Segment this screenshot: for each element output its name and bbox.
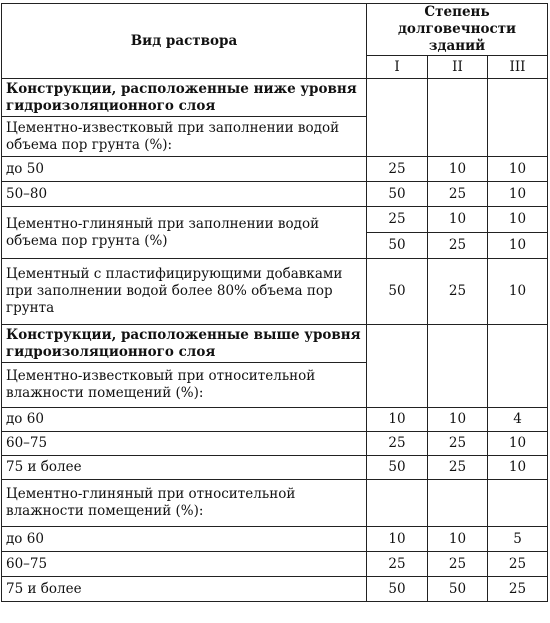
- header-degree-1: I: [367, 56, 428, 79]
- value-cell: 10: [428, 207, 488, 233]
- table-row: [2, 182, 548, 207]
- value-cell: 25: [367, 432, 428, 456]
- value-cell: 10: [488, 456, 548, 480]
- value-cell: 25: [428, 233, 488, 259]
- empty-cell: [488, 325, 548, 408]
- value-cell: 10: [428, 408, 488, 432]
- empty-cell: [428, 325, 488, 408]
- value-cell: 25: [428, 259, 488, 325]
- header-mortar-type: Вид раствора: [2, 4, 367, 79]
- group-label: Цементно-глиняный при относительной влажности помещений (%):: [2, 480, 367, 527]
- value-cell: 10: [488, 207, 548, 233]
- value-cell: 10: [428, 527, 488, 552]
- header-durability-degree: Степень долговечности зданий: [367, 4, 548, 56]
- row-label: до 60: [2, 527, 367, 552]
- value-cell: 10: [367, 408, 428, 432]
- value-cell: 50: [367, 182, 428, 207]
- group-label: Цементно-глиняный при заполнении водой объема пор грунта (%): [2, 207, 367, 259]
- table-row: [2, 259, 548, 325]
- value-cell: 10: [367, 527, 428, 552]
- empty-cell: [488, 79, 548, 157]
- value-cell: 10: [488, 432, 548, 456]
- empty-cell: [367, 79, 428, 157]
- section-title: Конструкции, расположенные ниже уровня гидроизоляционного слоя: [2, 79, 367, 117]
- table-row: [2, 552, 548, 577]
- table-row: [2, 432, 548, 456]
- row-label: 60–75: [2, 432, 367, 456]
- row-label: до 60: [2, 408, 367, 432]
- value-cell: 25: [428, 182, 488, 207]
- empty-cell: [367, 325, 428, 408]
- value-cell: 25: [428, 552, 488, 577]
- value-cell: 50: [367, 259, 428, 325]
- empty-cell: [367, 480, 428, 527]
- table-row: [2, 79, 548, 117]
- empty-cell: [428, 480, 488, 527]
- value-cell: 10: [488, 233, 548, 259]
- empty-cell: [488, 480, 548, 527]
- table-row: [2, 207, 548, 233]
- table-row: [2, 325, 548, 363]
- group-label: Цементно-известковый при относительной влажности помещений (%):: [2, 363, 367, 408]
- value-cell: 10: [488, 259, 548, 325]
- value-cell: 25: [428, 432, 488, 456]
- table-row: [2, 527, 548, 552]
- header-degree-3: III: [488, 56, 548, 79]
- durability-table: [1, 3, 548, 602]
- value-cell: 25: [428, 456, 488, 480]
- empty-cell: [428, 79, 488, 157]
- table-row: [2, 480, 548, 527]
- section-title: Конструкции, расположенные выше уровня гидроизоляционного слоя: [2, 325, 367, 363]
- value-cell: 25: [367, 157, 428, 182]
- row-label: 75 и более: [2, 456, 367, 480]
- value-cell: 50: [367, 233, 428, 259]
- value-cell: 10: [428, 157, 488, 182]
- group-label: Цементно-известковый при заполнении водой объема пор грунта (%):: [2, 117, 367, 157]
- value-cell: 10: [488, 182, 548, 207]
- value-cell: 50: [367, 577, 428, 602]
- row-label: 50–80: [2, 182, 367, 207]
- table-row: [2, 577, 548, 602]
- value-cell: 25: [488, 552, 548, 577]
- table-row: [2, 456, 548, 480]
- value-cell: 5: [488, 527, 548, 552]
- row-label: 60–75: [2, 552, 367, 577]
- value-cell: 4: [488, 408, 548, 432]
- row-label: до 50: [2, 157, 367, 182]
- value-cell: 25: [367, 552, 428, 577]
- value-cell: 25: [488, 577, 548, 602]
- table-row: [2, 408, 548, 432]
- value-cell: 50: [367, 456, 428, 480]
- value-cell: 25: [367, 207, 428, 233]
- table-row: [2, 157, 548, 182]
- value-cell: 50: [428, 577, 488, 602]
- value-cell: 10: [488, 157, 548, 182]
- header-degree-2: II: [428, 56, 488, 79]
- group-label: Цементный с пластифицирующими добавками при заполнении водой более 80% объема пор грунта: [2, 259, 367, 325]
- row-label: 75 и более: [2, 577, 367, 602]
